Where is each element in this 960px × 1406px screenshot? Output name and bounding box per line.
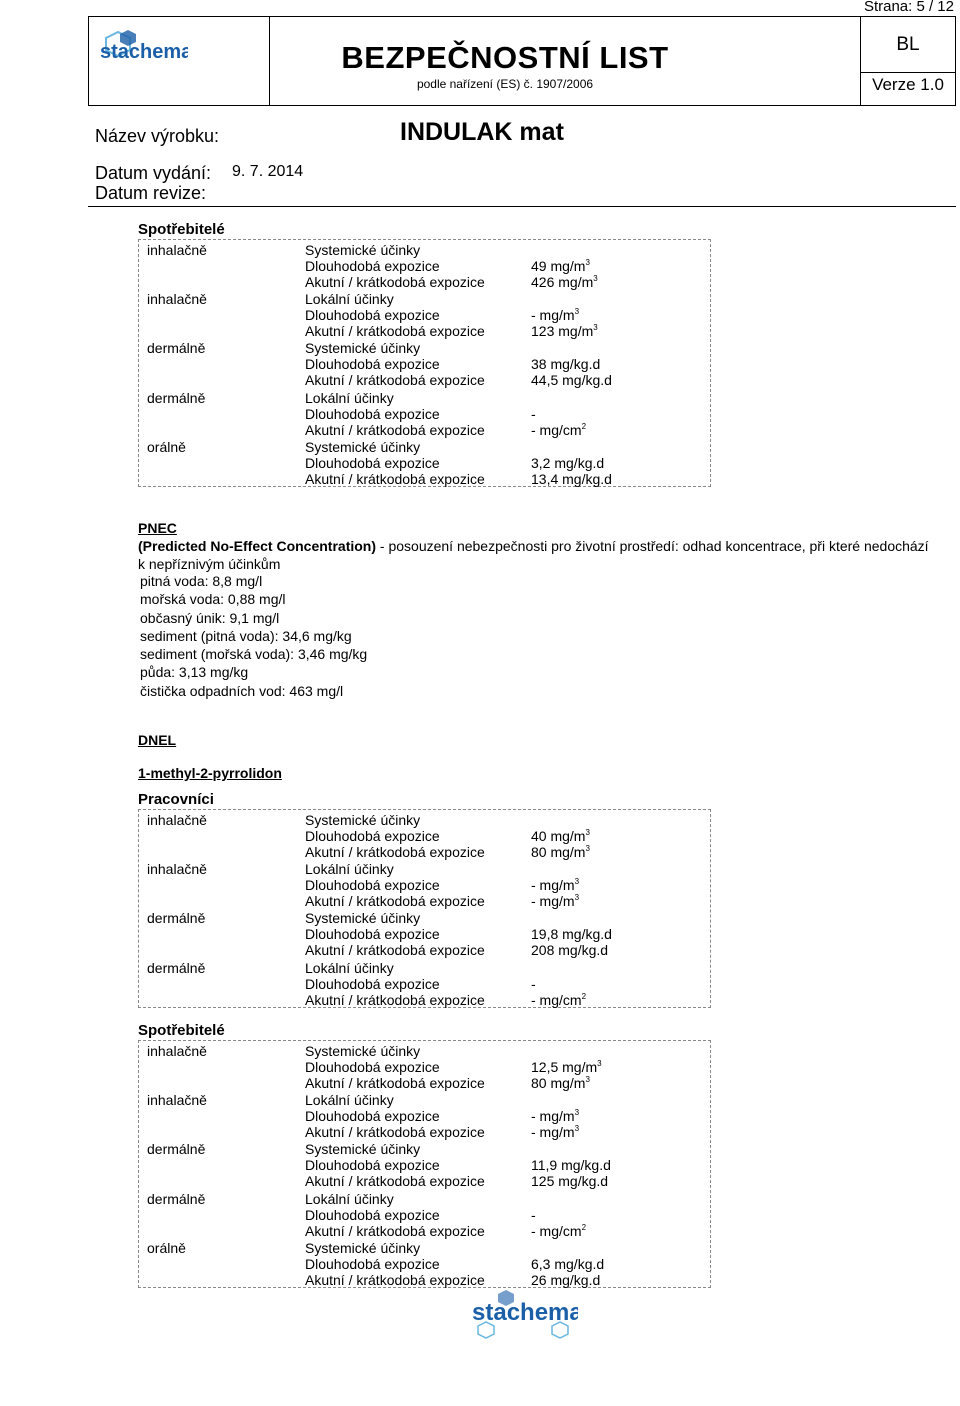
acute-value: - mg/m [531, 893, 575, 910]
effect-type: Lokální účinky [305, 291, 394, 308]
section-consumers-top: Spotřebitelé [138, 221, 225, 238]
revision-date-label: Datum revize: [95, 183, 207, 203]
logo-text: stachema [100, 41, 188, 63]
long-term-label: Dlouhodobá expozice [305, 877, 440, 894]
effect-cell [305, 242, 485, 290]
acute-label: Akutní / krátkodobá expozice [305, 323, 485, 340]
long-term-label: Dlouhodobá expozice [305, 405, 440, 422]
pnec-item: pitná voda: 8,8 mg/l [140, 573, 263, 589]
pnec-item: občasný únik: 9,1 mg/l [140, 609, 280, 626]
route-cell: dermálně [147, 1141, 206, 1158]
unit-exponent: 3 [593, 323, 598, 333]
long-term-value: - [531, 405, 536, 422]
route-cell: dermálně [147, 340, 206, 357]
value-cell [531, 976, 586, 1008]
unit-exponent: 3 [574, 307, 580, 317]
value-cell [531, 1256, 604, 1288]
header-rule [88, 206, 956, 207]
acute-label: Akutní / krátkodobá expozice [305, 991, 485, 1008]
effect-type: Systemické účinky [305, 340, 421, 357]
acute-value: 13,4 mg/kg.d [531, 470, 612, 487]
effect-cell [305, 1043, 485, 1091]
acute-value: 208 mg/kg.d [531, 942, 609, 959]
acute-label: Akutní / krátkodobá expozice [305, 1222, 485, 1239]
header-divider [860, 72, 955, 73]
long-term-label: Dlouhodobá expozice [305, 1255, 440, 1272]
table-row [139, 388, 710, 437]
page-number: Strana: 5 / 12 [863, 0, 954, 15]
table-consumers [138, 1040, 711, 1288]
unit-exponent: 3 [574, 893, 580, 903]
long-term-label: Dlouhodobá expozice [305, 258, 440, 274]
long-term-value: 19,8 mg/kg.d [531, 926, 612, 943]
document-subtitle: podle nařízení (ES) č. 1907/2006 [416, 77, 594, 91]
effect-cell [305, 390, 485, 438]
long-term-value: 49 mg/m [531, 258, 586, 274]
long-term-value: 38 mg/kg.d [531, 356, 601, 373]
product-name: INDULAK mat [400, 118, 564, 146]
value-cell [531, 1207, 586, 1239]
table-row [139, 908, 710, 957]
long-term-label: Dlouhodobá expozice [305, 926, 440, 943]
value-cell [531, 828, 590, 860]
acute-value: - mg/cm [531, 991, 582, 1008]
pnec-intro-line2: k nepříznivým účinkům [138, 556, 281, 572]
table-row [139, 437, 710, 486]
effect-type: Lokální účinky [305, 1190, 394, 1207]
effect-type: Lokální účinky [305, 389, 394, 406]
pnec-title: PNEC [138, 520, 177, 536]
unit-exponent: 3 [574, 877, 580, 887]
long-term-value: 40 mg/m [531, 828, 586, 844]
table-row [139, 289, 710, 338]
table-row [139, 1041, 710, 1090]
unit-exponent: 2 [581, 421, 587, 431]
unit-exponent: 3 [593, 274, 598, 283]
pnec-intro-bold: (Predicted No-Effect Concentration) [138, 538, 377, 554]
table-body [139, 810, 710, 1007]
effect-type: Systemické účinky [305, 910, 421, 927]
value-cell [531, 406, 586, 438]
issue-date-label: Datum vydání: [95, 163, 212, 183]
acute-label: Akutní / krátkodobá expozice [305, 1075, 485, 1091]
effect-type: Lokální účinky [305, 959, 394, 976]
acute-label: Akutní / krátkodobá expozice [305, 1173, 485, 1190]
acute-value: - mg/cm [531, 1222, 582, 1239]
route-cell: orálně [147, 1239, 186, 1256]
acute-label: Akutní / krátkodobá expozice [305, 421, 485, 438]
unit-exponent: 2 [581, 991, 587, 1001]
long-term-value: 12,5 mg/m [531, 1059, 598, 1075]
effect-type: Systemické účinky [305, 438, 421, 455]
long-term-value: - mg/m [531, 1108, 575, 1125]
long-term-value: 11,9 mg/kg.d [531, 1157, 611, 1174]
table-row [139, 859, 710, 908]
issue-date: 9. 7. 2014 [232, 163, 304, 180]
effect-type: Systemické účinky [305, 812, 421, 828]
acute-value: 26 mg/kg.d [531, 1271, 601, 1288]
acute-label: Akutní / krátkodobá expozice [305, 1271, 485, 1288]
route-cell: inhalačně [147, 1043, 207, 1059]
route-cell: dermálně [147, 389, 206, 406]
route-cell: inhalačně [147, 812, 207, 828]
acute-label: Akutní / krátkodobá expozice [305, 274, 485, 290]
effect-cell [305, 910, 485, 958]
effect-type: Systemické účinky [305, 1239, 421, 1256]
document-code: BL [896, 34, 920, 55]
unit-exponent: 3 [574, 1124, 580, 1134]
effect-type: Systemické účinky [305, 1043, 421, 1059]
long-term-label: Dlouhodobá expozice [305, 1108, 440, 1125]
long-term-label: Dlouhodobá expozice [305, 1157, 440, 1174]
table-row [139, 1238, 710, 1287]
long-term-value: 3,2 mg/kg.d [531, 454, 605, 471]
unit-exponent: 3 [574, 1108, 580, 1118]
effect-type: Systemické účinky [305, 1141, 421, 1158]
pnec-intro [138, 537, 953, 573]
route-cell: dermálně [147, 910, 206, 927]
long-term-label: Dlouhodobá expozice [305, 1059, 440, 1075]
acute-label: Akutní / krátkodobá expozice [305, 893, 485, 910]
long-term-label: Dlouhodobá expozice [305, 828, 440, 844]
unit-exponent: 2 [581, 1222, 587, 1232]
dnel-substance: 1-methyl-2-pyrrolidon [138, 765, 282, 781]
value-cell [531, 1108, 579, 1140]
table-body [139, 240, 710, 486]
table-row [139, 338, 710, 387]
table-row [139, 810, 710, 859]
unit-exponent: 3 [585, 258, 590, 267]
stachema-logo [98, 30, 188, 85]
effect-cell [305, 812, 485, 860]
dnel-title: DNEL [138, 732, 177, 748]
effect-cell [305, 1191, 485, 1239]
unit-exponent: 3 [597, 1059, 602, 1068]
pnec-item: sediment (mořská voda): 3,46 mg/kg [140, 646, 368, 663]
long-term-label: Dlouhodobá expozice [305, 1206, 440, 1223]
route-cell: orálně [147, 438, 186, 455]
effect-type: Lokální účinky [305, 861, 394, 878]
pnec-intro-rest: - posouzení nebezpečnosti pro životní prostředí: odhad koncentrace, při které nedochází [376, 538, 929, 554]
table-row [139, 958, 710, 1007]
effect-cell [305, 439, 485, 487]
long-term-label: Dlouhodobá expozice [305, 307, 440, 324]
table-row [139, 240, 710, 289]
acute-label: Akutní / krátkodobá expozice [305, 1124, 485, 1141]
effect-type: Systemické účinky [305, 242, 421, 258]
route-cell: inhalačně [147, 291, 207, 308]
unit-exponent: 3 [585, 828, 590, 837]
route-cell: inhalačně [147, 861, 207, 878]
stachema-logo-bottom [468, 1290, 578, 1345]
long-term-value: - [531, 1206, 536, 1223]
route-cell: dermálně [147, 959, 206, 976]
effect-cell [305, 340, 485, 388]
acute-value: 44,5 mg/kg.d [531, 372, 612, 389]
acute-value: 426 mg/m [531, 274, 594, 290]
acute-value: 123 mg/m [531, 323, 594, 340]
value-cell [531, 1059, 602, 1091]
pnec-list [140, 572, 367, 700]
unit-exponent: 3 [585, 844, 590, 853]
value-cell [531, 926, 612, 958]
acute-value: 80 mg/m [531, 844, 586, 860]
table-row [139, 1139, 710, 1188]
pnec-item: čistička odpadních vod: 463 mg/l [140, 682, 344, 699]
long-term-value: - [531, 975, 536, 992]
section-consumers: Spotřebitelé [138, 1022, 225, 1039]
unit-exponent: 3 [585, 1075, 590, 1084]
pnec-item: půda: 3,13 mg/kg [140, 664, 249, 681]
value-cell [531, 258, 598, 290]
date-labels [95, 163, 211, 203]
document-version: Verze 1.0 [872, 75, 944, 94]
table-workers [138, 809, 711, 1008]
value-cell [531, 356, 612, 388]
value-cell [531, 1157, 611, 1189]
product-name-label: Název výrobku: [95, 126, 220, 146]
acute-label: Akutní / krátkodobá expozice [305, 942, 485, 959]
effect-cell [305, 1141, 485, 1189]
long-term-value: 6,3 mg/kg.d [531, 1255, 605, 1272]
acute-value: - mg/m [531, 1124, 575, 1141]
logo-text: stachema [472, 1299, 578, 1326]
long-term-value: - mg/m [531, 307, 575, 324]
long-term-label: Dlouhodobá expozice [305, 975, 440, 992]
table-row [139, 1189, 710, 1238]
section-workers: Pracovníci [138, 791, 214, 808]
effect-cell [305, 861, 485, 909]
table-row [139, 1090, 710, 1139]
effect-cell [305, 1240, 485, 1288]
table-consumers-top [138, 239, 711, 487]
document-title: BEZPEČNOSTNÍ LIST [341, 40, 669, 75]
value-cell [531, 877, 579, 909]
effect-cell [305, 1092, 485, 1140]
acute-value: - mg/cm [531, 421, 582, 438]
effect-type: Lokální účinky [305, 1092, 394, 1109]
effect-cell [305, 291, 485, 339]
pnec-item: mořská voda: 0,88 mg/l [140, 591, 286, 608]
acute-label: Akutní / krátkodobá expozice [305, 372, 485, 389]
effect-cell [305, 960, 485, 1008]
acute-value: 80 mg/m [531, 1075, 586, 1091]
pnec-item: sediment (pitná voda): 34,6 mg/kg [140, 627, 352, 644]
value-cell [531, 307, 598, 339]
long-term-label: Dlouhodobá expozice [305, 356, 440, 373]
long-term-value: - mg/m [531, 877, 575, 894]
table-body [139, 1041, 710, 1287]
value-cell [531, 455, 612, 487]
acute-label: Akutní / krátkodobá expozice [305, 844, 485, 860]
acute-label: Akutní / krátkodobá expozice [305, 470, 485, 487]
route-cell: dermálně [147, 1190, 206, 1207]
long-term-label: Dlouhodobá expozice [305, 454, 440, 471]
route-cell: inhalačně [147, 242, 207, 258]
acute-value: 125 mg/kg.d [531, 1173, 609, 1190]
route-cell: inhalačně [147, 1092, 207, 1109]
